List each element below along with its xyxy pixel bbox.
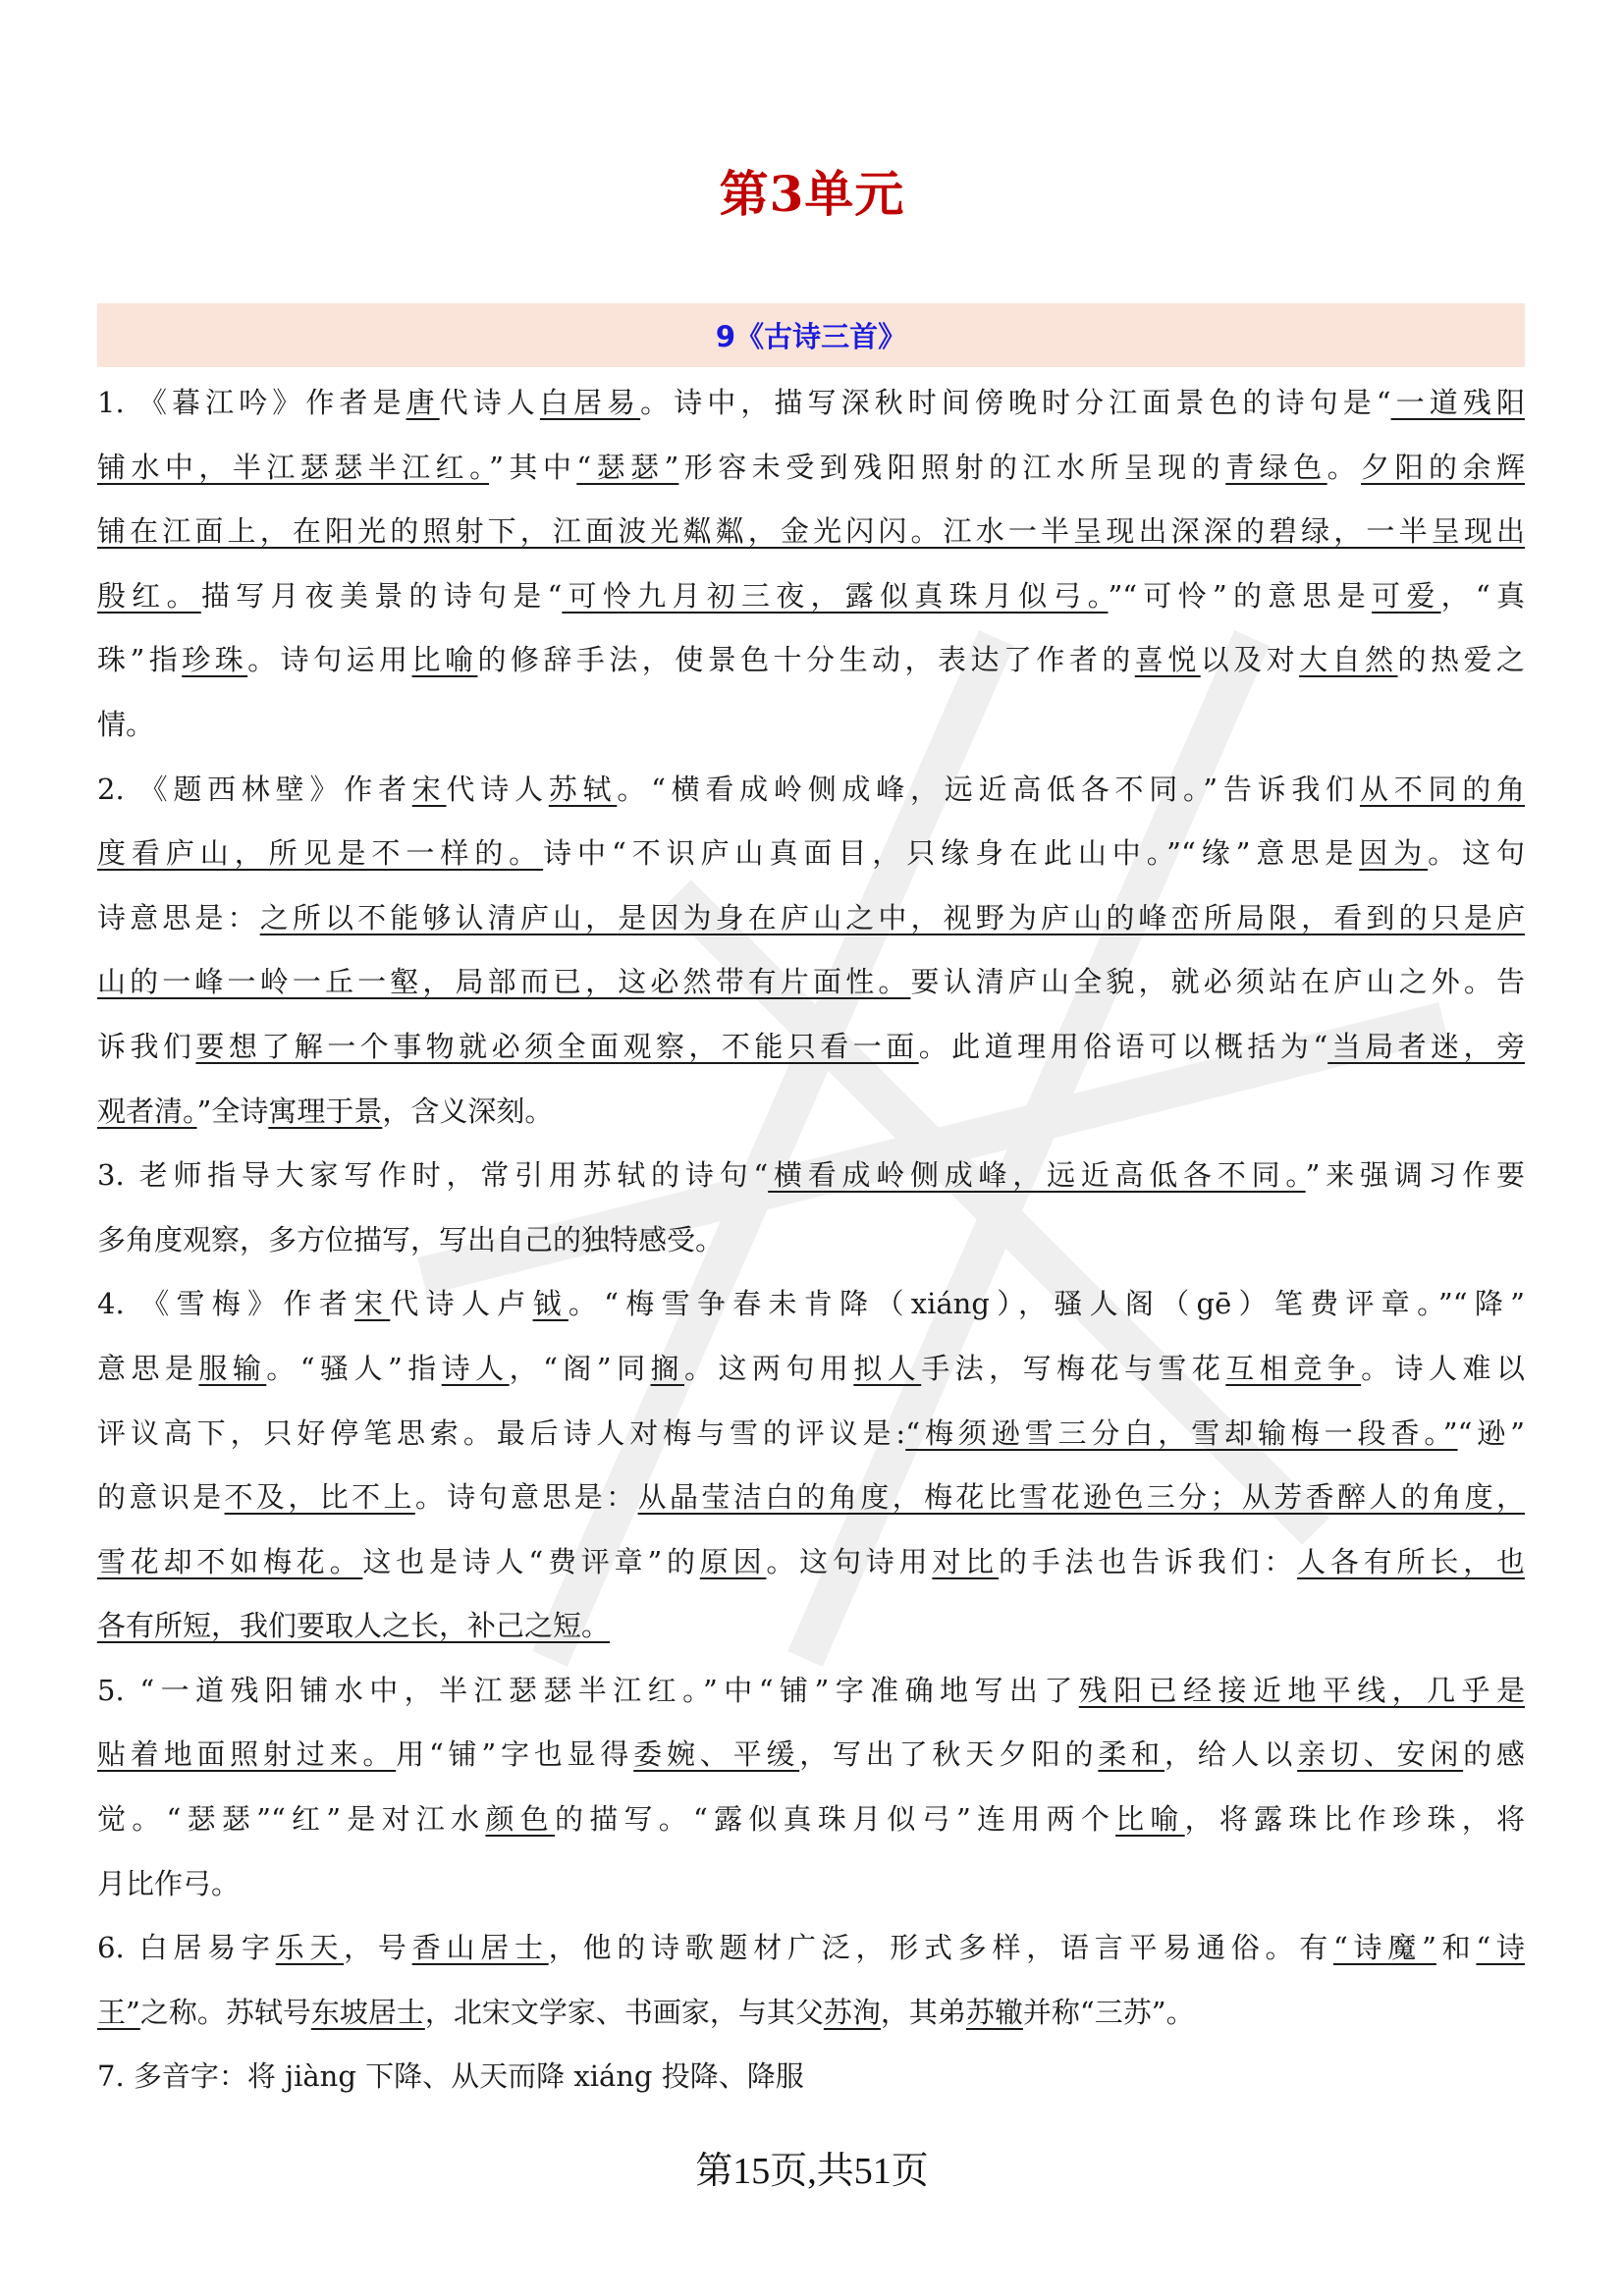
underlined-answer: 夕阳的余辉 [1361, 450, 1525, 484]
text-segment: ，其弟 [880, 1995, 966, 2029]
underlined-answer: 颜色 [485, 1802, 555, 1837]
text-line [97, 758, 1525, 823]
text-segment: ，含义深刻。 [382, 1094, 554, 1128]
underlined-answer: 亲切、安闲 [1297, 1737, 1464, 1772]
underlined-answer: 横看成岭侧成峰，远近高低各不同。 [768, 1158, 1306, 1193]
underlined-answer: 要想了解一个事物就必须全面观察，不能只看一面 [195, 1029, 919, 1063]
underlined-answer: “瑟瑟” [576, 450, 679, 484]
text-segment: 3. 老师指导大家写作时，常引用苏轼的诗句“ [97, 1158, 769, 1193]
text-line [97, 950, 1525, 1015]
underlined-answer: 一道残阳 [1390, 386, 1525, 419]
text-segment: 描写月夜美景的诗句是“ [200, 578, 563, 613]
text-line [97, 1015, 1525, 1080]
underlined-answer: 铺在江面上，在阳光的照射下，江面波光粼粼，金光闪闪。江水一半呈现出深深的碧绿，一半呈现出 [97, 514, 1525, 549]
text-line [97, 1208, 1525, 1273]
underlined-answer: 观者清。 [97, 1094, 197, 1128]
notes-body [97, 371, 1525, 2109]
underlined-answer: 之所以不能够认清庐山，是因为身在庐山之中，视野为庐山的峰峦所局限，看到的只是庐 [259, 900, 1525, 934]
text-segment: 这也是诗人“费评章”的 [362, 1544, 700, 1578]
underlined-answer: 大自然 [1299, 643, 1398, 677]
underlined-answer: 原因 [699, 1544, 767, 1578]
text-segment: 代诗人卢 [390, 1287, 533, 1321]
text-line [97, 1144, 1525, 1208]
underlined-answer: 钺 [532, 1287, 568, 1321]
text-segment: ，将露珠比作珍珠，将 [1184, 1802, 1525, 1837]
text-segment: 4. 《雪梅》作者 [97, 1287, 355, 1321]
underlined-answer: 铺水中，半江瑟瑟半江红。 [97, 450, 490, 484]
text-segment: 要认清庐山全貌，就必须站在庐山之外。告 [910, 965, 1525, 999]
underlined-answer: 残阳已经接近地平线，几乎是 [1078, 1673, 1525, 1707]
text-segment: 珠”指 [97, 643, 183, 677]
underlined-answer: 服输 [198, 1351, 267, 1385]
page-footer: 第15页,共51页 [695, 2151, 929, 2192]
text-segment: 6. 白居易字 [97, 1931, 276, 1965]
text-line [97, 2045, 1525, 2109]
underlined-answer: 苏轼 [548, 772, 618, 806]
text-segment: ，号 [344, 1931, 412, 1965]
underlined-answer: 委婉、平缓 [633, 1737, 800, 1772]
text-line [97, 436, 1525, 501]
underlined-answer: 唐 [406, 386, 440, 419]
underlined-answer: 拟人 [853, 1351, 922, 1385]
text-segment: 之称。苏轼号 [139, 1995, 311, 2029]
text-segment: ”来强调习作要 [1305, 1158, 1525, 1193]
text-segment: 。“骚人”指 [266, 1351, 442, 1385]
text-line [97, 371, 1525, 436]
text-segment: 用“铺”字也显得 [396, 1737, 634, 1772]
text-segment: 觉。“瑟瑟”“红”是对江水 [97, 1802, 486, 1837]
text-line [97, 1723, 1525, 1788]
text-line [97, 1659, 1525, 1724]
underlined-answer: 各有所短，我们要取人之长，补己之短。 [97, 1609, 611, 1643]
text-segment: 评议高下，只好停笔思索。最后诗人对梅与雪的评议是: [97, 1415, 906, 1450]
text-segment: ”其中 [489, 450, 577, 484]
text-line [97, 693, 1525, 758]
text-segment: 多角度观察，多方位描写，写出自己的独特感受。 [97, 1222, 725, 1256]
text-segment: 和 [1435, 1931, 1477, 1965]
text-segment: 。这句诗用 [766, 1544, 933, 1578]
underlined-answer: 互相竞争 [1225, 1351, 1362, 1385]
text-segment: 。诗人难以 [1361, 1351, 1525, 1385]
text-segment: 。诗中，描写深秋时间傍晚时分江面景色的诗句是“ [640, 386, 1391, 419]
text-segment: 。 [1326, 450, 1362, 484]
text-segment: 。“横看成岭侧成峰，远近高低各不同。”告诉我们 [617, 772, 1360, 806]
underlined-answer: 山的一峰一岭一丘一壑，局部而已，这必然带有片面性。 [97, 965, 911, 999]
text-segment: 情。 [97, 707, 155, 741]
text-segment: 。诗句运用 [247, 643, 412, 677]
underlined-answer: 比喻 [1115, 1802, 1185, 1837]
text-segment: 的感 [1463, 1737, 1525, 1772]
text-segment: 月比作弓。 [97, 1866, 241, 1900]
text-segment: 2. 《题西林壁》作者 [97, 772, 412, 806]
underlined-answer: “诗 [1476, 1931, 1525, 1965]
underlined-answer: 从不同的角 [1359, 772, 1525, 806]
underlined-answer: 诗人 [441, 1351, 510, 1385]
text-line [97, 1530, 1525, 1595]
text-segment: ”“可怜”的意思是 [1108, 578, 1373, 613]
underlined-answer: 比喻 [411, 643, 478, 677]
underlined-answer: 殷红。 [97, 578, 201, 613]
text-line [97, 1916, 1525, 1981]
text-line [97, 1080, 1525, 1145]
text-segment: 。诗句意思是： [414, 1480, 638, 1515]
text-line [97, 1466, 1525, 1530]
underlined-answer: 白居易 [539, 386, 641, 419]
text-line [97, 1272, 1525, 1337]
text-segment: 。这两句用 [684, 1351, 854, 1385]
text-segment: ，北宋文学家、书画家，与其父 [424, 1995, 824, 2029]
text-segment: ，“阁”同 [509, 1351, 651, 1385]
underlined-answer: 对比 [932, 1544, 999, 1578]
text-segment: ，“真 [1440, 578, 1525, 613]
text-segment: ，给人以 [1164, 1737, 1298, 1772]
text-segment: 代诗人 [439, 386, 540, 419]
underlined-answer: 当局者迷，旁 [1327, 1029, 1525, 1063]
underlined-answer: 搁 [650, 1351, 685, 1385]
text-segment: 。这句 [1428, 836, 1525, 871]
underlined-answer: “梅须逊雪三分白，雪却输梅一段香。” [905, 1415, 1458, 1450]
underlined-answer: 青绿色 [1225, 450, 1327, 484]
text-segment: 手法，写梅花与雪花 [921, 1351, 1226, 1385]
text-segment: 并称“三苏”。 [1022, 1995, 1195, 2029]
text-segment: 7. 多音字：将 jiàng 下降、从天而降 xiáng 投降、降服 [97, 2059, 804, 2094]
text-segment: 代诗人 [446, 772, 549, 806]
underlined-answer: 寓理于景 [268, 1094, 383, 1128]
underlined-answer: 人各有所长，也 [1297, 1544, 1525, 1578]
underlined-answer: 宋 [411, 772, 447, 806]
text-segment: 5. “一道残阳铺水中，半江瑟瑟半江红。”中“铺”字准确地写出了 [97, 1673, 1079, 1707]
text-line [97, 886, 1525, 951]
underlined-answer: “诗魔” [1332, 1931, 1436, 1965]
text-segment: 意思是 [97, 1351, 199, 1385]
underlined-answer: 王” [97, 1995, 140, 2029]
text-line [97, 564, 1525, 629]
text-line [97, 1788, 1525, 1852]
text-line [97, 1981, 1525, 2046]
text-segment: 的热爱之 [1397, 643, 1525, 677]
underlined-answer: 柔和 [1098, 1737, 1164, 1772]
underlined-answer: 不及，比不上 [224, 1480, 415, 1515]
text-segment: 的描写。“露似真珠月似弓”连用两个 [554, 1802, 1116, 1837]
text-segment: 以及对 [1200, 643, 1300, 677]
text-line [97, 822, 1525, 886]
underlined-answer: 从晶莹洁白的角度，梅花比雪花逊色三分；从芳香醉人的角度， [637, 1480, 1525, 1515]
text-segment: 1. 《暮江吟》作者是 [97, 386, 406, 419]
text-segment: 诗意思是： [97, 900, 260, 934]
section-header-band [97, 303, 1525, 367]
underlined-answer: 贴着地面照射过来。 [97, 1737, 397, 1772]
text-segment: 的意识是 [97, 1480, 225, 1515]
underlined-answer: 乐天 [275, 1931, 345, 1965]
text-segment: ”全诗 [196, 1094, 269, 1128]
underlined-answer: 可怜九月初三夜，露似真珠月似弓。 [562, 578, 1109, 613]
underlined-answer: 珍珠 [182, 643, 248, 677]
text-segment: 诗中“不识庐山真面目，只缘身在此山中。”“缘”意思是 [543, 836, 1360, 871]
underlined-answer: 雪花却不如梅花。 [97, 1544, 363, 1578]
underlined-answer: 因为 [1359, 836, 1429, 871]
underlined-answer: 苏辙 [965, 1995, 1023, 2029]
text-segment: 。“梅雪争春未肯降（xiáng），骚人阁（gē）笔费评章。”“降” [568, 1287, 1525, 1321]
text-segment: ，写出了秋天夕阳的 [799, 1737, 1099, 1772]
unit-title: 第3单元 [719, 165, 905, 223]
underlined-answer: 苏洵 [823, 1995, 881, 2029]
text-line [97, 1337, 1525, 1402]
text-segment: 。此道理用俗语可以概括为“ [918, 1029, 1328, 1063]
underlined-answer: 东坡居士 [310, 1995, 425, 2029]
underlined-answer: 宋 [354, 1287, 391, 1321]
text-segment: 诉我们 [97, 1029, 196, 1063]
text-segment: ，他的诗歌题材广泛，形式多样，语言平易通俗。有 [548, 1931, 1333, 1965]
text-segment: “逊” [1457, 1415, 1525, 1450]
text-line [97, 628, 1525, 693]
underlined-answer: 可爱 [1372, 578, 1441, 613]
underlined-answer: 度看庐山，所见是不一样的。 [97, 836, 544, 871]
text-segment: 形容未受到残阳照射的江水所呈现的 [678, 450, 1226, 484]
text-segment: 的手法也告诉我们： [998, 1544, 1298, 1578]
text-segment: 的修辞手法，使景色十分生动，表达了作者的 [477, 643, 1135, 677]
underlined-answer: 香山居士 [411, 1931, 549, 1965]
text-line [97, 500, 1525, 564]
text-line [97, 1594, 1525, 1659]
section-title: 9《古诗三首》 [715, 320, 907, 353]
underlined-answer: 喜悦 [1134, 643, 1201, 677]
text-line [97, 1852, 1525, 1917]
text-line [97, 1402, 1525, 1467]
